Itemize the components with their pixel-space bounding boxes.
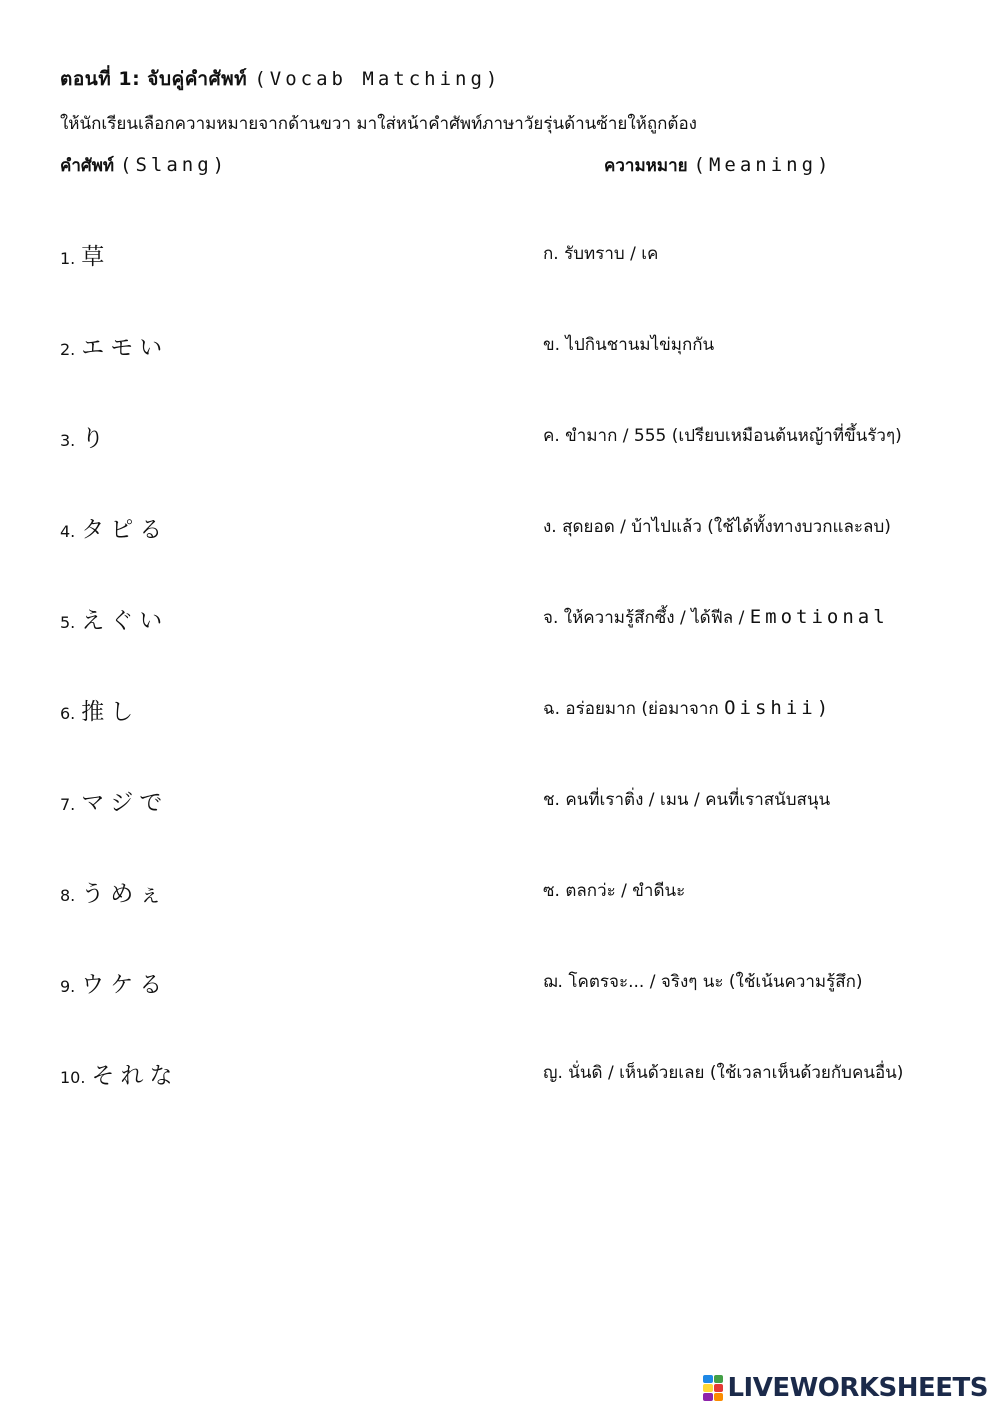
item-number: 6. bbox=[60, 704, 76, 723]
section-title-thai: ตอนที่ 1: จับคู่คำศัพท์ bbox=[60, 68, 255, 90]
slang-term bbox=[60, 693, 139, 726]
instruction-text: ให้นักเรียนเลือกความหมายจากด้านขวา มาใส่หน้าคำศัพท์ภาษาวัยรุ่นด้านซ้ายให้ถูกต้อง bbox=[60, 114, 697, 134]
meaning-text: ช. คนที่เราติ่ง / เมน / คนที่เราสนับสนุน bbox=[543, 790, 831, 810]
item-number: 7. bbox=[60, 795, 76, 814]
meaning-text: ซ. ตลกว่ะ / ขำดีนะ bbox=[543, 881, 686, 901]
meaning-text: ก. รับทราบ / เค bbox=[543, 244, 659, 264]
logo-block bbox=[703, 1393, 713, 1401]
slang-term bbox=[60, 1057, 178, 1090]
slang-term bbox=[60, 329, 168, 362]
liveworksheets-logo-icon bbox=[703, 1375, 723, 1401]
column-header-slang bbox=[60, 152, 228, 179]
slang-term bbox=[60, 602, 168, 635]
slang-term bbox=[60, 966, 168, 999]
meaning-option bbox=[543, 604, 889, 631]
matching-row bbox=[0, 420, 1000, 460]
logo-block bbox=[703, 1384, 713, 1392]
slang-word: マジで bbox=[81, 790, 169, 816]
slang-term bbox=[60, 511, 168, 544]
meaning-text: ญ. นั่นดิ / เห็นด้วยเลย (ใช้เวลาเห็นด้วยกับคนอื่น) bbox=[543, 1063, 904, 1083]
liveworksheets-logo bbox=[703, 1373, 988, 1403]
meaning-text: จ. ให้ความรู้สึกซึ้ง / ได้ฟีล / bbox=[543, 608, 750, 628]
slang-word: それな bbox=[91, 1063, 179, 1089]
meaning-text: ค. ขำมาก / 555 (เปรียบเหมือนต้นหญ้าที่ขึ้นรัวๆ) bbox=[543, 426, 902, 446]
meaning-option bbox=[543, 877, 685, 904]
meaning-option bbox=[543, 1059, 903, 1086]
matching-row bbox=[0, 1057, 1000, 1097]
matching-row bbox=[0, 511, 1000, 551]
logo-block bbox=[714, 1384, 724, 1392]
column-header-meaning-latin: (Meaning) bbox=[693, 154, 833, 176]
slang-word: 推し bbox=[81, 699, 140, 725]
meaning-option bbox=[543, 331, 714, 358]
item-number: 8. bbox=[60, 886, 76, 905]
slang-term bbox=[60, 784, 168, 817]
matching-row bbox=[0, 966, 1000, 1006]
item-number: 2. bbox=[60, 340, 76, 359]
matching-row bbox=[0, 238, 1000, 278]
meaning-text: ข. ไปกินชานมไข่มุกกัน bbox=[543, 335, 715, 355]
slang-term bbox=[60, 875, 168, 908]
logo-block bbox=[703, 1375, 713, 1383]
slang-word: えぐい bbox=[81, 608, 169, 634]
matching-row bbox=[0, 602, 1000, 642]
item-number: 3. bbox=[60, 431, 76, 450]
meaning-option bbox=[543, 968, 863, 995]
slang-word: り bbox=[81, 426, 111, 452]
meaning-text: ง. สุดยอด / บ้าไปแล้ว (ใช้ได้ทั้งทางบวกและลบ) bbox=[543, 517, 891, 537]
section-title-latin: (Vocab Matching) bbox=[254, 68, 502, 90]
item-number: 9. bbox=[60, 977, 76, 996]
meaning-option bbox=[543, 240, 658, 267]
meaning-option bbox=[543, 422, 902, 449]
item-number: 1. bbox=[60, 249, 76, 268]
column-header-slang-latin: (Slang) bbox=[120, 154, 229, 176]
matching-row bbox=[0, 784, 1000, 824]
logo-block bbox=[714, 1375, 724, 1383]
item-number: 10. bbox=[60, 1068, 86, 1087]
column-header-meaning-thai: ความหมาย bbox=[604, 156, 694, 176]
slang-word: 草 bbox=[81, 244, 111, 270]
slang-term bbox=[60, 238, 110, 271]
slang-word: うめぇ bbox=[81, 881, 169, 907]
matching-row bbox=[0, 875, 1000, 915]
slang-word: ウケる bbox=[81, 972, 169, 998]
column-header-slang-thai: คำศัพท์ bbox=[60, 156, 121, 176]
meaning-text: ฉ. อร่อยมาก (ย่อมาจาก bbox=[543, 699, 725, 719]
meaning-latin-text: Emotional bbox=[749, 606, 889, 628]
logo-block bbox=[714, 1393, 724, 1401]
meaning-option bbox=[543, 786, 830, 813]
meaning-option bbox=[543, 695, 832, 722]
slang-word: エモい bbox=[81, 335, 169, 361]
item-number: 4. bbox=[60, 522, 76, 541]
column-header-meaning bbox=[604, 152, 832, 179]
logo-text: LIVEWORKSHEETS bbox=[727, 1373, 988, 1403]
slang-word: タピる bbox=[81, 517, 169, 543]
item-number: 5. bbox=[60, 613, 76, 632]
slang-term bbox=[60, 420, 110, 453]
meaning-latin-text: Oishii) bbox=[724, 697, 833, 719]
meaning-option bbox=[543, 513, 891, 540]
matching-row bbox=[0, 329, 1000, 369]
meaning-text: ฌ. โคตรจะ... / จริงๆ นะ (ใช้เน้นความรู้สึก) bbox=[543, 972, 863, 992]
section-title bbox=[60, 64, 501, 94]
matching-row bbox=[0, 693, 1000, 733]
